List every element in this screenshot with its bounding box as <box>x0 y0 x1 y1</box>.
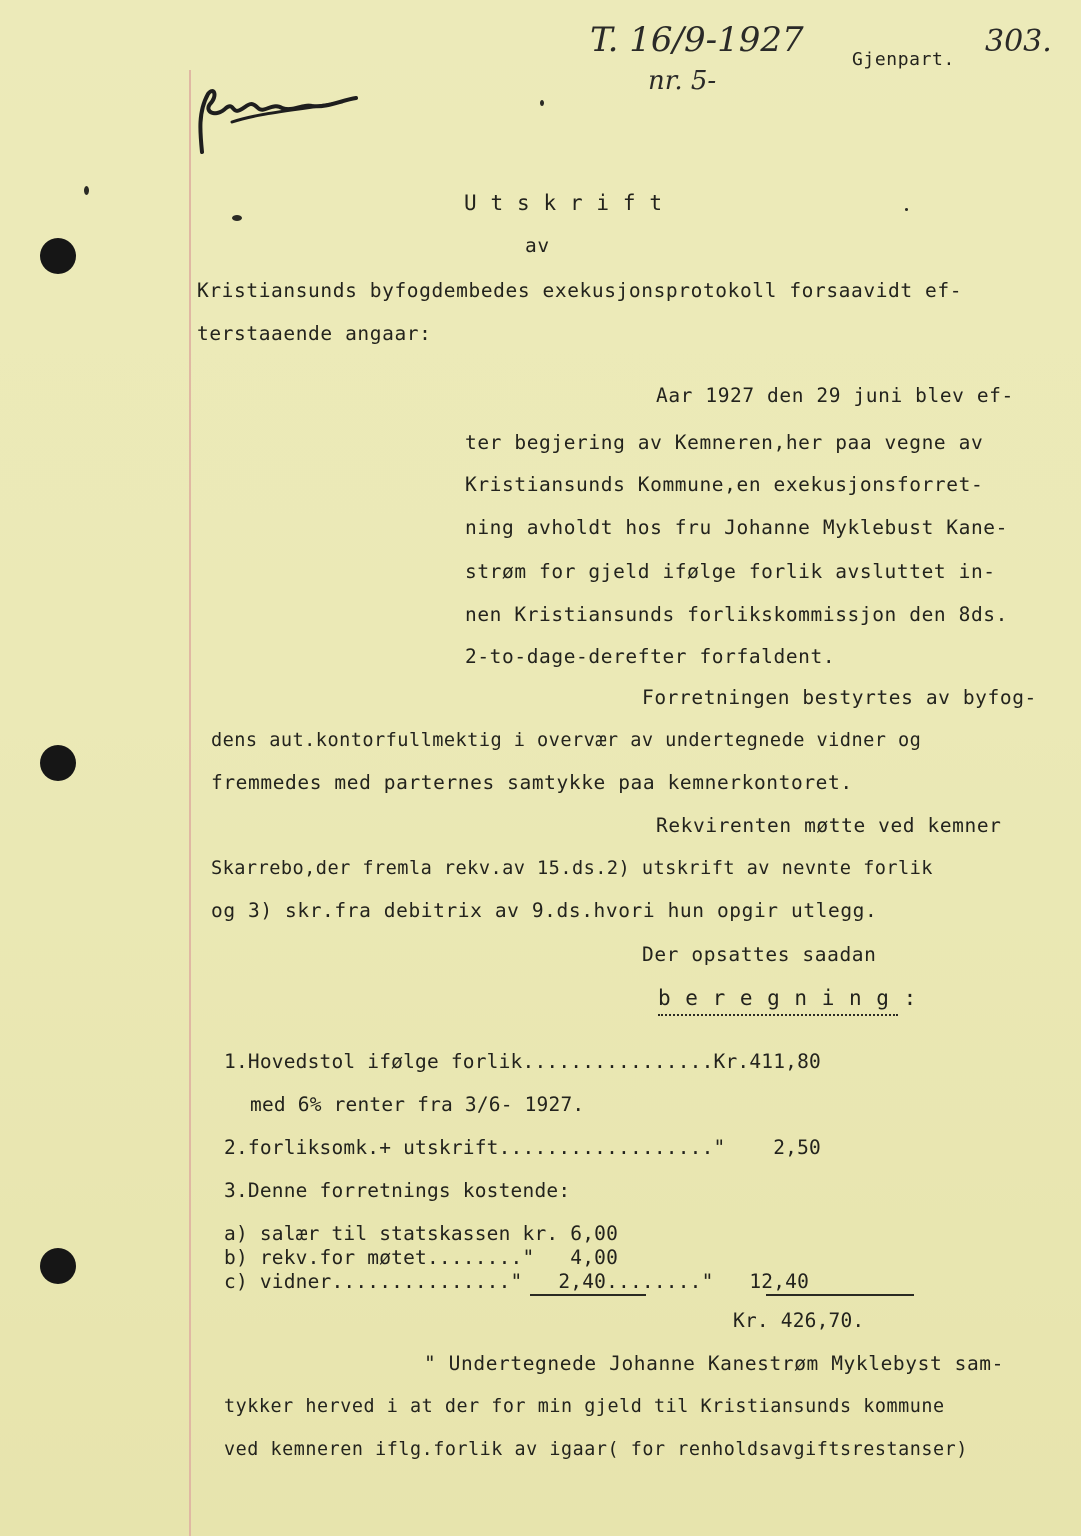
body-line: dens aut.kontorfullmektig i overvær av undertegnede vidner og <box>211 730 922 751</box>
body-line: fremmedes med parternes samtykke paa kemnerkontoret. <box>211 771 853 794</box>
calc-total: Kr. 426,70. <box>733 1309 865 1332</box>
body-line: og 3) skr.fra debitrix av 9.ds.hvori hun opgir utlegg. <box>211 899 878 922</box>
title-av: av <box>525 234 550 257</box>
calc-line-renter: med 6% renter fra 3/6- 1927. <box>250 1093 585 1116</box>
total-underline <box>766 1294 914 1296</box>
intro-line: terstaaende angaar: <box>197 322 432 345</box>
signature-scribble <box>192 82 362 160</box>
calc-line-b: b) rekv.for møtet........" 4,00 <box>224 1246 619 1269</box>
calc-line-c: c) vidner..............." 2,40........" 12,40 <box>224 1270 810 1293</box>
calc-line-a: a) salær til statskassen kr. 6,00 <box>224 1222 619 1245</box>
body-line: Skarrebo,der fremla rekv.av 15.ds.2) utskrift av nevnte forlik <box>211 858 933 879</box>
punch-hole <box>40 238 76 274</box>
body-line: Aar 1927 den 29 juni blev ef- <box>656 384 1014 407</box>
body-line: Der opsattes saadan <box>642 943 877 966</box>
punch-hole <box>40 745 76 781</box>
body-line: 2-to-dage-derefter forfaldent. <box>465 645 836 668</box>
ink-speck <box>232 215 242 221</box>
closing-line: " Undertegnede Johanne Kanestrøm Myklebyst sam- <box>424 1352 1004 1375</box>
handwritten-date: T. 16/9-1927 <box>590 20 804 60</box>
handwritten-number: nr. 5- <box>648 66 717 96</box>
body-line: Forretningen bestyrtes av byfog- <box>642 686 1037 709</box>
closing-line: tykker herved i at der for min gjeld til Kristiansunds kommune <box>224 1396 945 1417</box>
subtotal-underline <box>530 1294 646 1296</box>
calc-heading-underline <box>658 1014 898 1016</box>
calc-line-forliksomk: 2.forliksomk.+ utskrift.................." 2,50 <box>224 1136 821 1159</box>
ink-speck <box>84 186 89 195</box>
body-line: ter begjering av Kemneren,her paa vegne av <box>465 431 984 454</box>
calc-line-kostende: 3.Denne forretnings kostende: <box>224 1179 571 1202</box>
punch-hole <box>40 1248 76 1284</box>
ink-speck <box>905 208 908 211</box>
body-line: ning avholdt hos fru Johanne Myklebust Kane- <box>465 516 1008 539</box>
calc-line-hovedstol: 1.Hovedstol ifølge forlik................Kr.411,80 <box>224 1050 821 1073</box>
body-line: Rekvirenten møtte ved kemner <box>656 814 1002 837</box>
margin-line <box>189 70 191 1536</box>
body-line: strøm for gjeld ifølge forlik avsluttet in- <box>465 560 996 583</box>
gjenpart-label: Gjenpart. <box>852 49 955 70</box>
ink-speck <box>540 100 544 106</box>
body-line: Kristiansunds Kommune,en exekusjonsforret- <box>465 473 984 496</box>
title-utskrift: U t s k r i f t <box>464 191 663 215</box>
page-number: 303. <box>985 24 1052 59</box>
closing-line: ved kemneren iflg.forlik av igaar( for renholdsavgiftsrestanser) <box>224 1439 968 1460</box>
body-line: nen Kristiansunds forlikskommissjon den 8ds. <box>465 603 1008 626</box>
calc-heading: b e r e g n i n g : <box>658 986 918 1010</box>
intro-line: Kristiansunds byfogdembedes exekusjonsprotokoll forsaavidt ef- <box>197 279 963 302</box>
